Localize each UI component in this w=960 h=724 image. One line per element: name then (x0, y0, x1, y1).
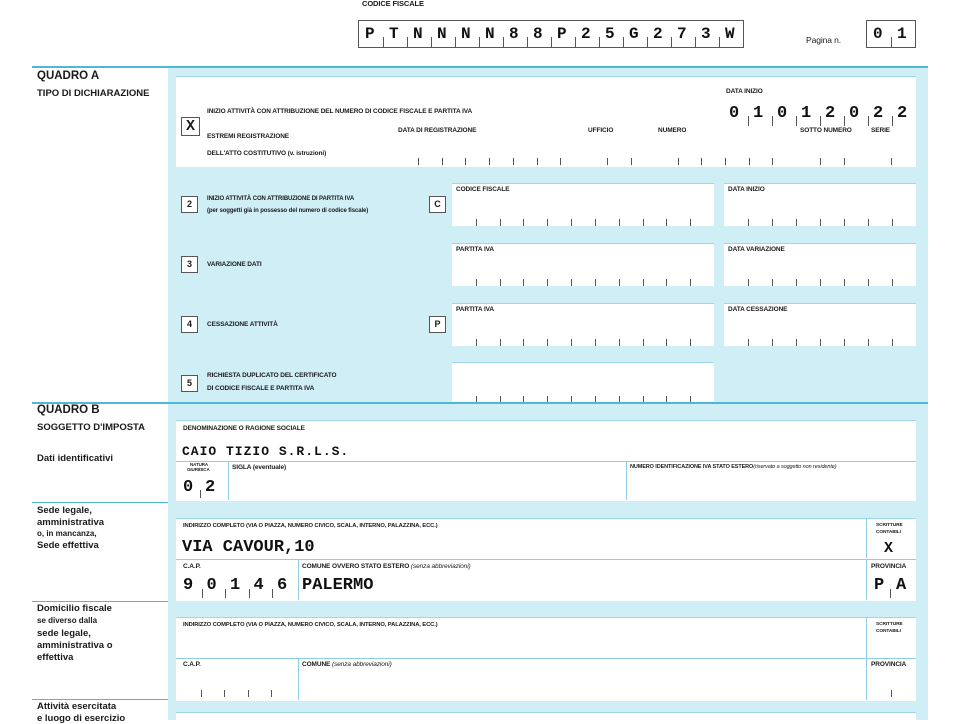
domicilio-indirizzo-label: INDIRIZZO COMPLETO (VIA O PIAZZA, NUMERO CIVICO, SCALA, INTERNO, PALAZZINA, ECC.) (183, 622, 438, 628)
comb-char: 8 (509, 25, 519, 43)
tick-mark (695, 37, 696, 47)
row5-field[interactable] (452, 362, 714, 403)
sede-label-1: Sede legale, (37, 505, 92, 516)
tick-mark (890, 589, 891, 598)
tick-mark (442, 158, 443, 165)
tick-mark (465, 158, 466, 165)
tick-mark (701, 158, 702, 165)
tick-mark (513, 158, 514, 165)
comb-char: P (557, 25, 567, 43)
data-registrazione-field[interactable] (394, 152, 584, 165)
domicilio-label-5: effettiva (37, 652, 74, 663)
denominazione-label: DENOMINAZIONE O RAGIONE SOCIALE (183, 425, 305, 432)
tick-mark (476, 219, 477, 226)
comb-char: 2 (653, 25, 663, 43)
row2-label-2: (per soggetti già in possesso del numero di codice fiscale) (207, 208, 369, 214)
comb-char: 2 (873, 104, 884, 123)
tick-mark (523, 279, 524, 286)
tick-mark (772, 279, 773, 286)
tick-mark (748, 339, 749, 346)
sede-label-3: o, in mancanza, (37, 529, 97, 538)
tick-mark (891, 158, 892, 165)
sigla-separator (626, 462, 627, 500)
row4-data-cessazione-label: DATA CESSAZIONE (728, 306, 788, 313)
tick-mark (476, 339, 477, 346)
comb-char: 0 (777, 104, 788, 123)
tick-mark (225, 589, 226, 598)
sede-label-4: Sede effettiva (37, 540, 99, 551)
row5-label-1: RICHIESTA DUPLICATO DEL CERTIFICATO (207, 372, 337, 379)
comb-char: 0 (729, 104, 740, 123)
comb-char: A (896, 576, 907, 595)
tick-mark (547, 339, 548, 346)
row3-partita-iva-ticks (452, 273, 714, 286)
row4-label: CESSAZIONE ATTIVITÀ (207, 321, 278, 328)
sede-comune-note: (senza abbreviazioni) (410, 563, 471, 570)
pagina-label: Pagina n. (806, 35, 842, 45)
sede-scritture-label-2: CONTABILI (876, 530, 901, 535)
tick-mark (619, 279, 620, 286)
comb-char: 1 (801, 104, 812, 123)
row3-partita-iva-field[interactable] (452, 243, 714, 286)
comb-char: 2 (897, 104, 908, 123)
sede-provincia-field[interactable] (868, 574, 916, 598)
comb-char: 6 (277, 576, 288, 595)
tick-mark (631, 158, 632, 165)
comb-char: 5 (605, 25, 615, 43)
quadro-a-subtitle: TIPO DI DICHIARAZIONE (37, 88, 150, 99)
sede-indirizzo-label: INDIRIZZO COMPLETO (VIA O PIAZZA, NUMERO CIVICO, SCALA, INTERNO, PALAZZINA, ECC.) (183, 523, 438, 529)
tick-mark (772, 158, 773, 165)
row2-data-inizio-ticks (724, 213, 916, 226)
tick-mark (595, 219, 596, 226)
sede-left-divider (32, 502, 168, 503)
tick-mark (527, 37, 528, 47)
inizio-attivita-label: INIZIO ATTIVITÀ CON ATTRIBUZIONE DEL NUMERO DI CODICE FISCALE E PARTITA IVA (207, 108, 473, 115)
tick-mark (892, 219, 893, 226)
tick-mark (547, 219, 548, 226)
tick-mark (619, 219, 620, 226)
domicilio-row-separator (176, 658, 916, 659)
comb-char: P (874, 576, 885, 595)
tick-mark (844, 116, 845, 126)
tick-mark (575, 37, 576, 47)
tick-mark (500, 279, 501, 286)
tick-mark (476, 279, 477, 286)
row4-data-cessazione-ticks (724, 333, 916, 346)
sede-indirizzo-value[interactable]: VIA CAVOUR,10 (182, 538, 315, 557)
tick-mark (748, 116, 749, 126)
comb-char: 1 (753, 104, 764, 123)
data-inizio-label: DATA INIZIO (726, 88, 763, 95)
denominazione-separator (176, 461, 916, 462)
tick-mark (571, 339, 572, 346)
comb-char: 0 (206, 576, 217, 595)
domicilio-scritture-label-1: SCRITTURE (876, 622, 903, 627)
row2-data-inizio-field[interactable] (724, 183, 916, 226)
tick-mark (796, 339, 797, 346)
domicilio-scritture-label-2: CONTABILI (876, 629, 901, 634)
dom-scritture-separator (866, 617, 867, 658)
sede-provincia-label: PROVINCIA (871, 563, 907, 570)
tick-mark (623, 37, 624, 47)
tick-mark (479, 37, 480, 47)
tick-mark (224, 690, 225, 697)
tick-mark (725, 158, 726, 165)
comb-char: 1 (230, 576, 241, 595)
tick-mark (551, 37, 552, 47)
numero-iva-estero-title: NUMERO IDENTIFICAZIONE IVA STATO ESTERO (630, 464, 754, 470)
row5-label-2: DI CODICE FISCALE E PARTITA IVA (207, 385, 315, 392)
tick-mark (455, 37, 456, 47)
ufficio-label: UFFICIO (588, 127, 614, 134)
tick-mark (749, 158, 750, 165)
tick-mark (643, 219, 644, 226)
comb-char: 0 (183, 478, 194, 497)
numero-iva-estero-label (630, 464, 836, 470)
comb-char: 0 (849, 104, 860, 123)
tick-mark (383, 37, 384, 47)
codice-fiscale-header-field[interactable] (358, 20, 744, 48)
tick-mark (666, 219, 667, 226)
ufficio-field[interactable] (584, 152, 654, 165)
comb-char: N (461, 25, 471, 43)
tick-mark (868, 116, 869, 126)
attivita-label-2: e luogo di esercizio (37, 713, 126, 724)
tick-mark (666, 279, 667, 286)
domicilio-cap-field[interactable] (178, 684, 294, 697)
tick-mark (571, 219, 572, 226)
tick-mark (595, 339, 596, 346)
tick-mark (671, 37, 672, 47)
tick-mark (500, 339, 501, 346)
dati-identificativi-label: Dati identificativi (37, 453, 114, 464)
sede-row-separator (176, 559, 916, 560)
tick-mark (571, 279, 572, 286)
tick-mark (891, 37, 892, 47)
domicilio-label-1: Domicilio fiscale (37, 603, 112, 614)
tick-mark (560, 158, 561, 165)
tick-mark (891, 690, 892, 697)
tick-mark (595, 279, 596, 286)
comb-char: N (485, 25, 495, 43)
comb-char: 2 (581, 25, 591, 43)
tick-mark (523, 219, 524, 226)
tick-mark (868, 219, 869, 226)
row3-data-variazione-field[interactable] (724, 243, 916, 286)
sede-scritture-value[interactable]: X (884, 540, 894, 557)
row4-partita-iva-ticks (452, 333, 714, 346)
tick-mark (489, 158, 490, 165)
sede-comune-value[interactable]: PALERMO (302, 576, 374, 595)
row4-data-cessazione-field[interactable] (724, 303, 916, 346)
tick-mark (719, 37, 720, 47)
tick-mark (537, 158, 538, 165)
tick-mark (772, 219, 773, 226)
comb-char: P (365, 25, 375, 43)
comb-char: 8 (533, 25, 543, 43)
natura-label-2: GIURIDICA (187, 467, 210, 472)
comb-char: 2 (205, 478, 216, 497)
domicilio-provincia-label: PROVINCIA (871, 661, 907, 668)
tick-mark (892, 279, 893, 286)
comb-char: N (437, 25, 447, 43)
natura-label-1: NATURA (190, 462, 209, 467)
denominazione-value[interactable]: CAIO TIZIO S.R.L.S. (182, 444, 350, 459)
tick-mark (844, 279, 845, 286)
scritture-separator (866, 518, 867, 558)
natura-giuridica-field[interactable] (178, 476, 226, 498)
domicilio-label-2: se diverso dalla (37, 616, 98, 625)
tick-mark (431, 37, 432, 47)
tick-mark (272, 589, 273, 598)
tick-mark (690, 339, 691, 346)
codice-fiscale-header-label: CODICE FISCALE (362, 0, 424, 8)
tick-mark (796, 116, 797, 126)
tick-mark (678, 158, 679, 165)
numero-field[interactable] (654, 152, 796, 165)
tick-mark (772, 339, 773, 346)
domicilio-label-3: sede legale, (37, 628, 91, 639)
comb-char: W (725, 25, 735, 43)
numero-label: NUMERO (658, 127, 687, 134)
sede-comune-label: COMUNE OVVERO STATO ESTERO (302, 563, 410, 570)
tick-mark (892, 339, 893, 346)
tick-mark (249, 589, 250, 598)
tick-mark (200, 490, 201, 498)
domicilio-label-4: amministrativa o (37, 640, 113, 651)
tick-mark (796, 279, 797, 286)
estremi-label-1: ESTREMI REGISTRAZIONE (207, 133, 290, 140)
tick-mark (820, 339, 821, 346)
sotto-numero-field[interactable] (796, 152, 868, 165)
serie-label: SERIE (871, 127, 891, 134)
row2-c-box[interactable]: C (429, 196, 446, 213)
sede-scritture-label-1: SCRITTURE (876, 523, 903, 528)
quadro-b-subtitle: SOGGETTO D'IMPOSTA (37, 422, 145, 433)
numero-iva-estero-note: (riservato a soggetto non residente) (753, 464, 837, 470)
comb-char: 2 (825, 104, 836, 123)
attivita-panel[interactable] (176, 712, 916, 723)
comb-char: 9 (183, 576, 194, 595)
tick-mark (503, 37, 504, 47)
row2-label-1: INIZIO ATTIVITÀ CON ATTRIBUZIONE DI PARTITA IVA (207, 196, 355, 202)
tick-mark (607, 158, 608, 165)
tick-mark (418, 158, 419, 165)
tick-mark (201, 690, 202, 697)
row2-number-box[interactable]: 2 (181, 196, 198, 213)
domicilio-left-divider (32, 601, 168, 602)
row2-codice-fiscale-field[interactable] (452, 183, 714, 226)
tick-mark (690, 219, 691, 226)
tick-mark (202, 589, 203, 598)
sede-label-2: amministrativa (37, 517, 105, 528)
tick-mark (748, 279, 749, 286)
row2-codice-fiscale-ticks (452, 213, 714, 226)
attivita-left-divider (32, 699, 168, 700)
comb-char: N (413, 25, 423, 43)
comb-char: 4 (253, 576, 264, 595)
row3-number-box[interactable]: 3 (181, 256, 198, 273)
comb-char: 0 (873, 25, 883, 43)
comb-char: G (629, 25, 639, 43)
tick-mark (844, 219, 845, 226)
row3-partita-iva-label: PARTITA IVA (456, 246, 495, 253)
tick-mark (748, 219, 749, 226)
comb-char: 7 (677, 25, 687, 43)
row3-data-variazione-label: DATA VARIAZIONE (728, 246, 785, 253)
row3-label: VARIAZIONE DATI (207, 261, 262, 268)
estremi-label-2: DELL'ATTO COSTITUTIVO (v. istruzioni) (207, 150, 327, 157)
tick-mark (547, 279, 548, 286)
quadro-a-title: QUADRO A (37, 70, 100, 82)
tick-mark (892, 116, 893, 126)
tick-mark (599, 37, 600, 47)
tick-mark (271, 690, 272, 697)
tick-mark (796, 219, 797, 226)
comb-char: 3 (701, 25, 711, 43)
row4-number-box[interactable]: 4 (181, 316, 198, 333)
row4-partita-iva-label: PARTITA IVA (456, 306, 495, 313)
tick-mark (500, 219, 501, 226)
serie-field[interactable] (868, 152, 914, 165)
dom-provincia-separator (866, 658, 867, 700)
tick-mark (407, 37, 408, 47)
dom-cap-separator (298, 658, 299, 700)
sigla-label: SIGLA (eventuale) (232, 464, 287, 471)
comb-char: T (389, 25, 399, 43)
tick-mark (868, 279, 869, 286)
row3-data-variazione-ticks (724, 273, 916, 286)
tick-mark (820, 158, 821, 165)
data-registrazione-label: DATA DI REGISTRAZIONE (398, 127, 477, 134)
sotto-numero-label: SOTTO NUMERO (800, 127, 852, 134)
cap-separator (298, 559, 299, 600)
data-inizio-field[interactable] (724, 100, 916, 126)
sede-cap-field[interactable] (178, 574, 298, 598)
tick-mark (820, 116, 821, 126)
domicilio-comune-label: COMUNE (302, 661, 331, 668)
tick-mark (619, 339, 620, 346)
pagina-field[interactable] (866, 20, 916, 48)
attivita-label-1: Attività esercitata (37, 701, 117, 712)
domicilio-comune-note: (senza abbreviazioni) (332, 661, 392, 668)
sede-cap-label: C.A.P. (183, 563, 201, 570)
comb-char: 1 (897, 25, 907, 43)
inizio-attivita-checkbox[interactable]: X (181, 117, 200, 136)
domicilio-cap-label: C.A.P. (183, 661, 201, 668)
tick-mark (647, 37, 648, 47)
row5-number-box[interactable]: 5 (181, 375, 198, 392)
tick-mark (643, 279, 644, 286)
tick-mark (690, 279, 691, 286)
row4-partita-iva-field[interactable] (452, 303, 714, 346)
tick-mark (248, 690, 249, 697)
row4-p-box[interactable]: P (429, 316, 446, 333)
tick-mark (844, 158, 845, 165)
row2-data-inizio-label: DATA INIZIO (728, 186, 765, 193)
tick-mark (844, 339, 845, 346)
row2-codice-fiscale-label: CODICE FISCALE (456, 186, 510, 193)
tick-mark (820, 219, 821, 226)
tick-mark (666, 339, 667, 346)
tick-mark (772, 116, 773, 126)
tick-mark (820, 279, 821, 286)
tick-mark (868, 339, 869, 346)
natura-separator (228, 462, 229, 500)
provincia-separator (866, 559, 867, 600)
domicilio-provincia-field[interactable] (868, 684, 914, 697)
quadro-b-title: QUADRO B (37, 404, 100, 416)
tick-mark (523, 339, 524, 346)
tick-mark (643, 339, 644, 346)
